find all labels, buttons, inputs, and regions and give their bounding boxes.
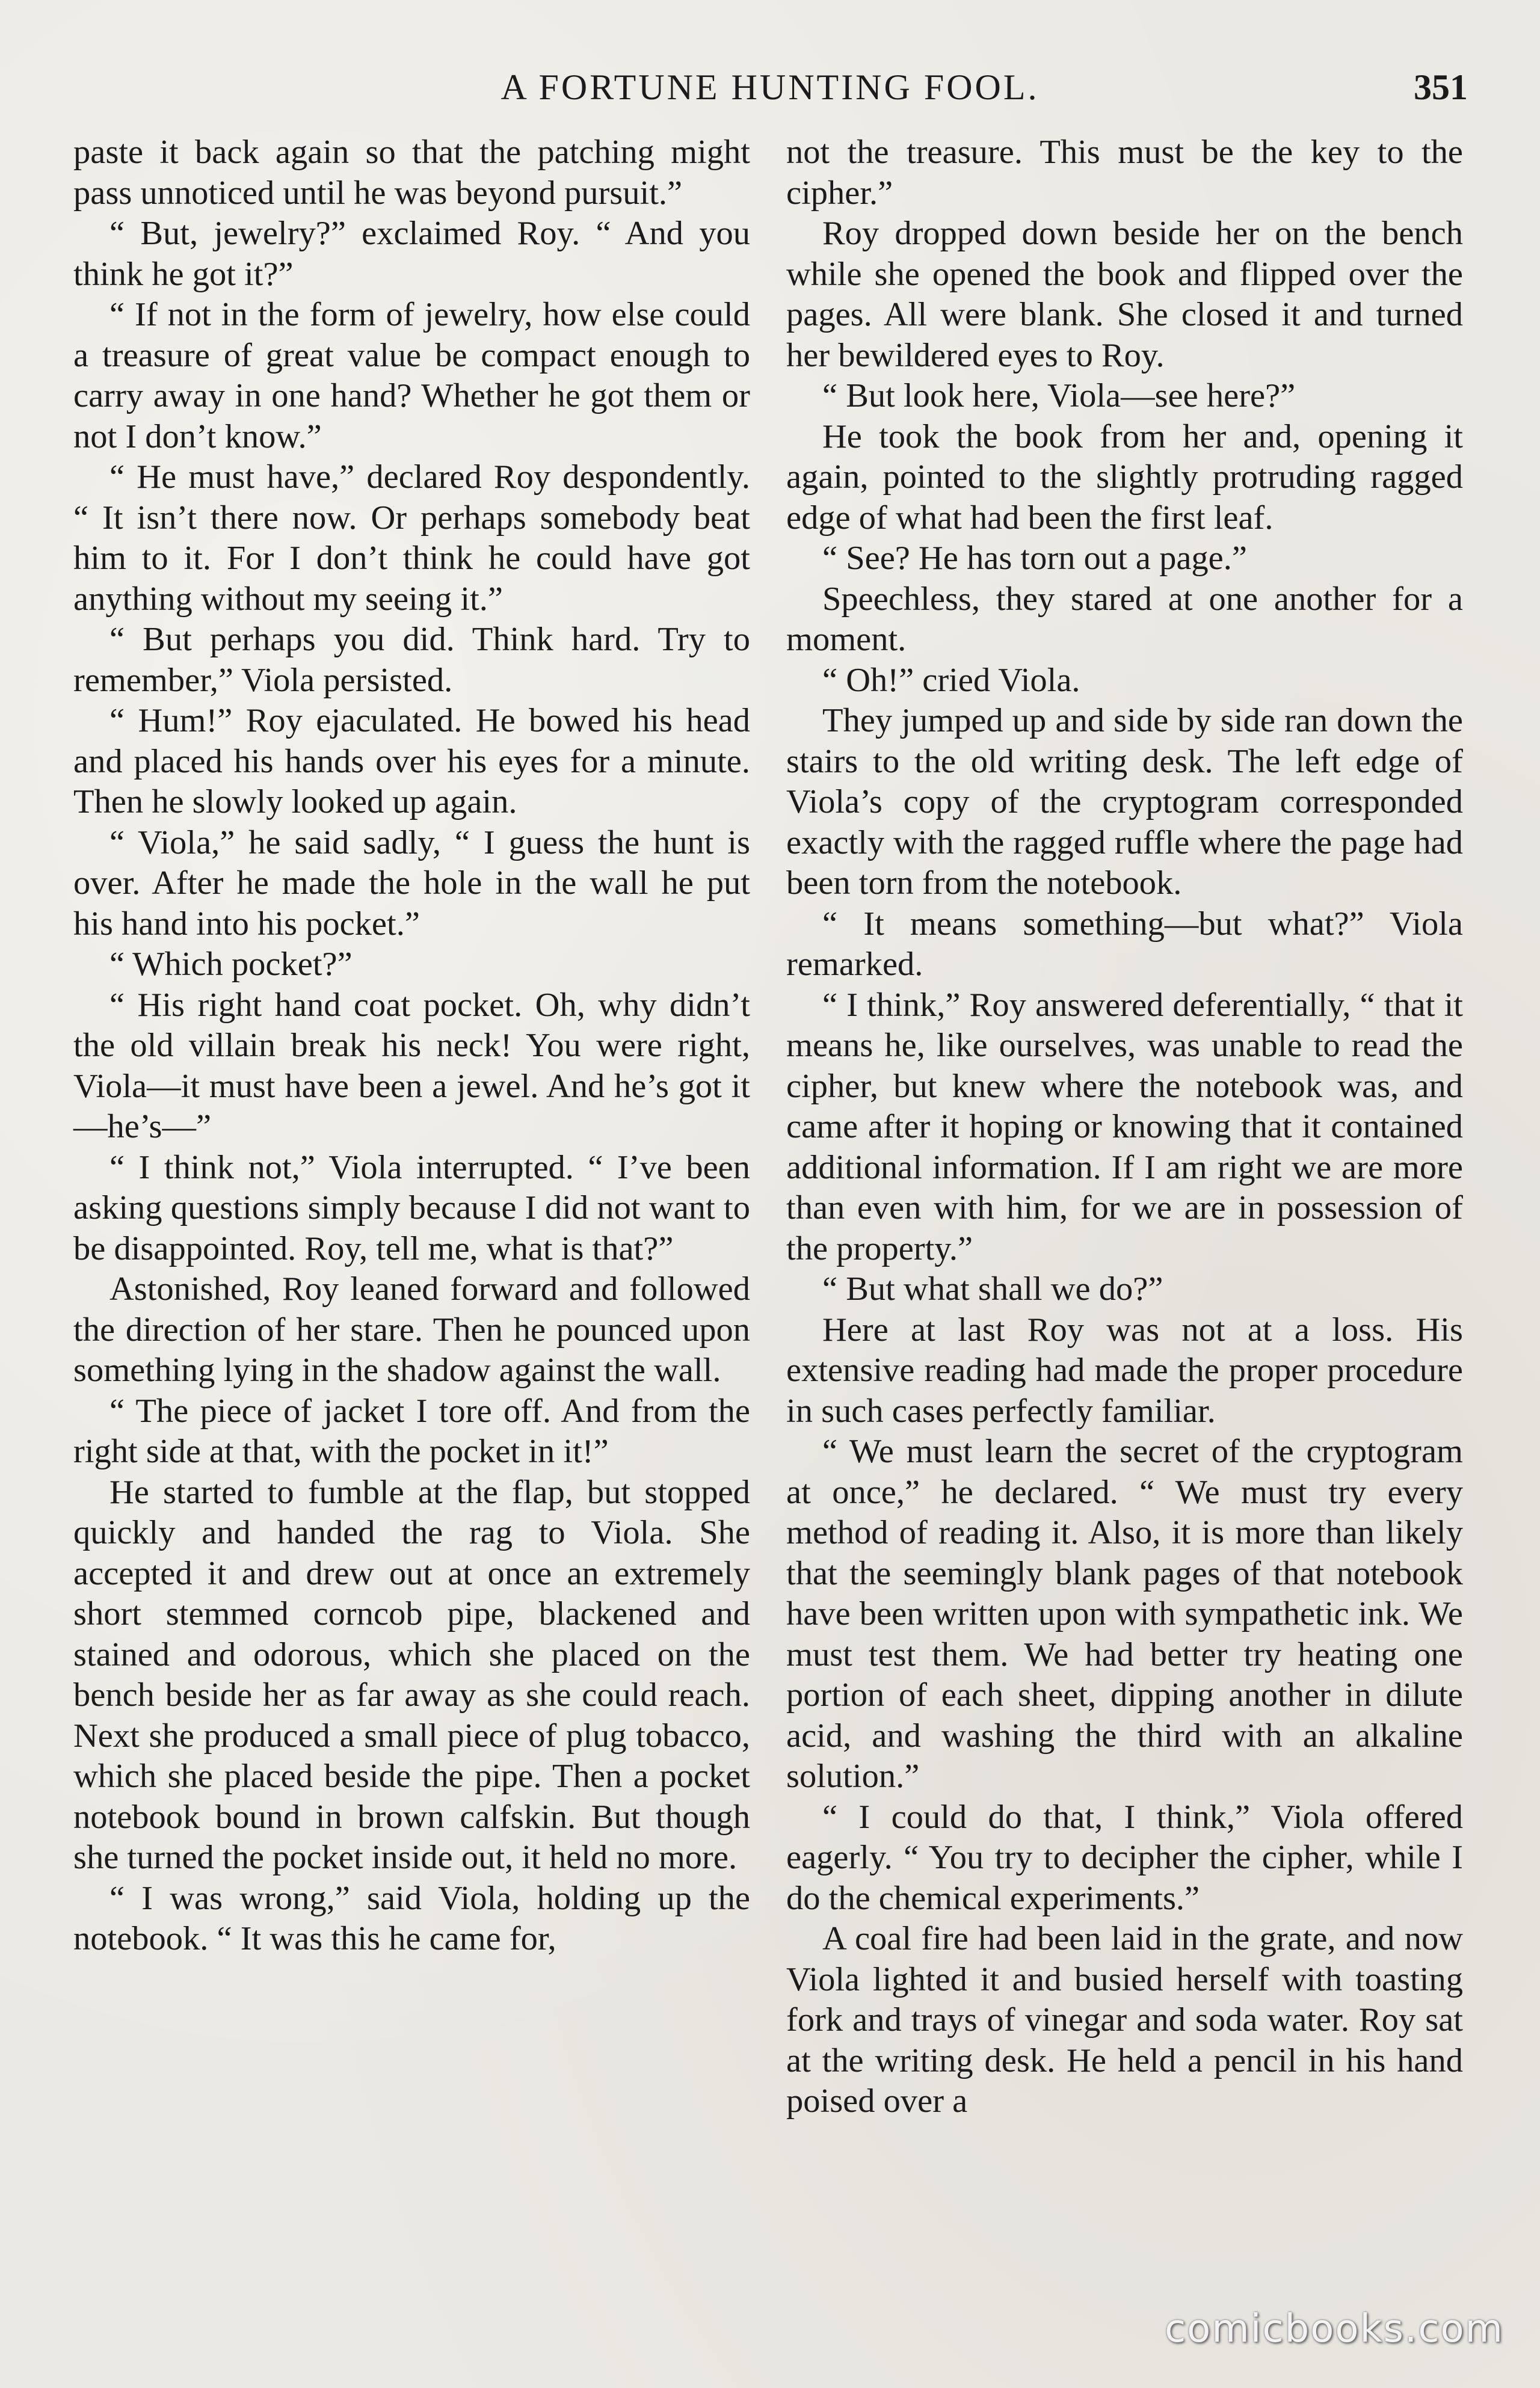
paragraph: Astonished, Roy leaned forward and followed the direction of her stare. Then he pounced upon something lying in the shadow against the wall. (73, 1270, 750, 1389)
site-watermark: comicbooks.com (1164, 2307, 1504, 2351)
paragraph: “ But, jewelry?” exclaimed Roy. “ And you think he got it?” (73, 215, 750, 293)
paragraph: They jumped up and side by side ran down the stairs to the old writing desk. The left edge of Viola’s copy of the cryptogram corresponded exactly with the ragged ruffle where the page had been torn from the notebook. (786, 702, 1463, 902)
paragraph: “ It means something—but what?” Viola remarked. (786, 905, 1463, 983)
paragraph: “ But what shall we do?” (822, 1270, 1163, 1308)
paragraph: “ He must have,” declared Roy despondently. “ It isn’t there now. Or perhaps somebody beat him to it. For I don’t think he could have got anything without my seeing it.” (73, 458, 750, 618)
paragraph: “ I could do that, I think,” Viola offered eagerly. “ You try to decipher the cipher, while I do the chemical experiments.” (786, 1798, 1463, 1917)
paragraph: “ Oh!” cried Viola. (822, 661, 1080, 699)
left-text-column (73, 132, 750, 1960)
paragraph: He took the book from her and, opening it again, pointed to the slightly protruding ragged edge of what had been the first leaf. (786, 417, 1463, 537)
paragraph: “ We must learn the secret of the cryptogram at once,” he declared. “ We must try every method of reading it. Also, it is more than likely that the seemingly blank pages of that notebook have been written upon with sympathetic ink. We must test them. We had better try heating one portion of each sheet, dipping another in dilute acid, and washing the third with an alkaline solution.” (786, 1433, 1463, 1795)
paragraph: He started to fumble at the flap, but stopped quickly and handed the rag to Viola. She accepted it and drew out at once an extremely short stemmed corncob pipe, blackened and stained and odorous, which she placed on the bench beside her as far away as she could reach. Next she produced a small piece of plug tobacco, which she placed beside the pipe. Then a pocket notebook bound in brown calfskin. But though she turned the pocket inside out, it held no more. (73, 1473, 750, 1876)
paragraph: Here at last Roy was not at a loss. His extensive reading had made the proper procedure in such cases perfectly familiar. (786, 1311, 1463, 1430)
paragraph: “ His right hand coat pocket. Oh, why didn’t the old villain break his neck! You were right, Viola—it must have been a jewel. And he’s got it—he’s—” (73, 986, 750, 1145)
paragraph: “ The piece of jacket I tore off. And from the right side at that, with the pocket in it!” (73, 1392, 750, 1470)
running-title: A FORTUNE HUNTING FOOL. (500, 67, 1040, 107)
paragraph: A coal fire had been laid in the grate, and now Viola lighted it and busied herself with toasting fork and trays of vinegar and soda water. Roy sat at the writing desk. He held a pencil in his hand poised over a (786, 1920, 1463, 2120)
paragraph: “ But look here, Viola—see here?” (822, 377, 1296, 414)
paragraph: “ I think,” Roy answered deferentially, “ that it means he, like ourselves, was unable to read the cipher, but knew where the notebook was, and came after it hoping or knowing that it contained additional information. If I am right we are more than even with him, for we are in possession of the property.” (786, 986, 1463, 1267)
paragraph: not the treasure. This must be the key to the cipher.” (786, 134, 1463, 212)
page-number: 351 (1414, 67, 1468, 107)
paragraph: “ Hum!” Roy ejaculated. He bowed his head and placed his hands over his eyes for a minute. Then he slowly looked up again. (73, 702, 750, 820)
paragraph: “ But perhaps you did. Think hard. Try to remember,” Viola persisted. (73, 621, 750, 699)
paragraph: “ I was wrong,” said Viola, holding up the notebook. “ It was this he came for, (73, 1879, 750, 1957)
paragraph: Roy dropped down beside her on the bench while she opened the book and flipped over the pages. All were blank. She closed it and turned her bewildered eyes to Roy. (786, 215, 1463, 374)
paragraph: “ See? He has torn out a page.” (822, 540, 1247, 577)
paragraph: “ I think not,” Viola interrupted. “ I’ve been asking questions simply because I did not want to be disappointed. Roy, tell me, what is that?” (73, 1148, 750, 1267)
paragraph: “ Which pocket?” (109, 946, 353, 983)
page-header (72, 60, 1468, 114)
paragraph: Speechless, they stared at one another for a moment. (786, 580, 1463, 658)
paragraph: “ If not in the form of jewelry, how else could a treasure of great value be compact enough to carry away in one hand? Whether he got them or not I don’t know.” (73, 296, 750, 455)
paragraph: paste it back again so that the patching might pass unnoticed until he was beyond pursuit.” (73, 134, 750, 212)
paragraph: “ Viola,” he said sadly, “ I guess the hunt is over. After he made the hole in the wall he put his hand into his pocket.” (73, 823, 750, 943)
right-text-column (786, 132, 1463, 2122)
